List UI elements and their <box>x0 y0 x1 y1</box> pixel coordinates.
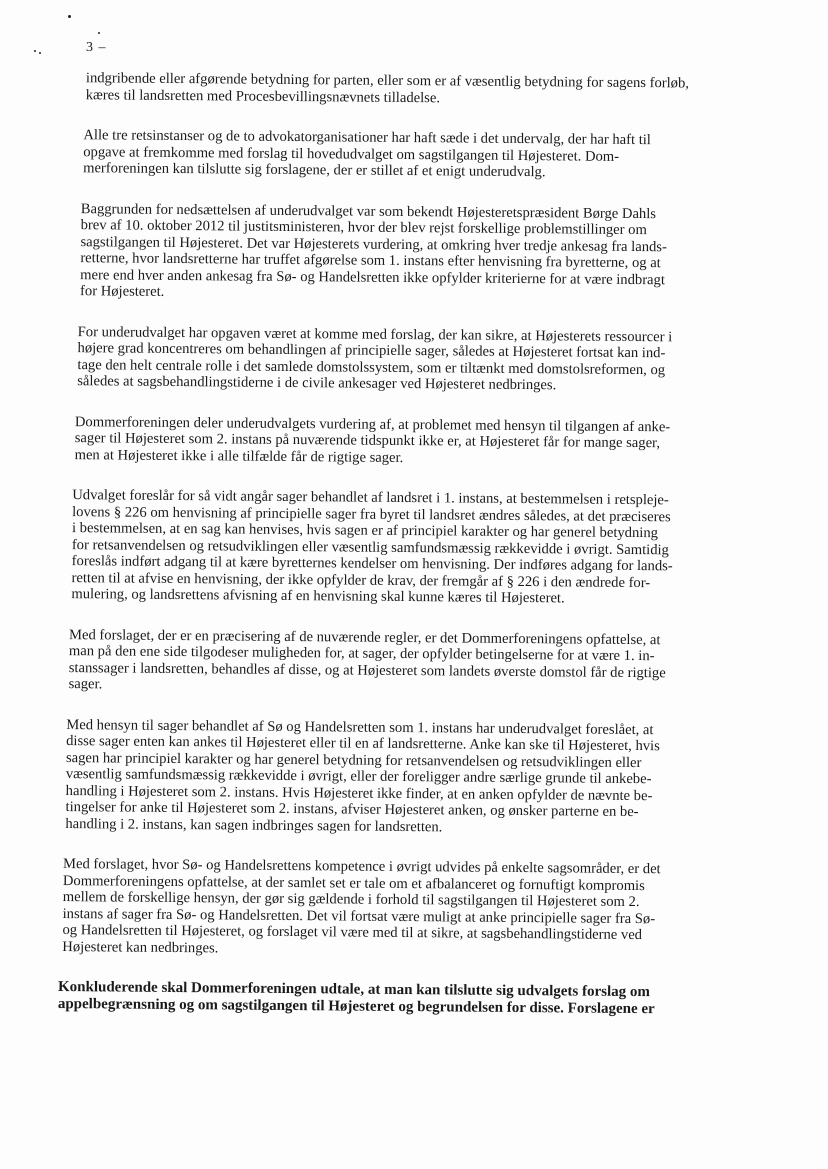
paragraph: For underudvalget har opgaven været at komme med forslag, der kan sikre, at Højesterets ressourcer i højere grad koncentreres om behandlingen af principielle sager, således at Højesteret fortsat kan ind- tage den helt centrale rolle i det samlede domstolssystem, som er tiltænkt med domstolsreformen, og således at sagsbehandlingstiderne i de civile ankesager ved Højesteret nedbringes. <box>77 323 673 394</box>
paragraph: indgribende eller afgørende betydning for parten, eller som er af væsentlig betydning for sagens forløb, kæres til landsretten med Procesbevillingsnævnets tilladelse. <box>85 70 690 106</box>
document-body <box>54 70 772 1019</box>
page-number: 3 – <box>86 40 107 55</box>
scan-speck <box>34 50 36 52</box>
paragraph: Med forslaget, hvor Sø- og Handelsrettens kompetence i øvrigt udvides på enkelte sagsområder, er det Dommerforeningens opfattelse, at der samlet set er tale om et afbalanceret og fornuftigt kompromis mellem de forskellige hensyn, der gør sig gældende i forhold til sagstilgangen til Højesteret som 2. instans af sager fra Sø- og Handelsretten. Det vil fortsat være muligt at anke principielle sager fra Sø- og Handelsretten til Højesteret, og forslaget vil være med til at sikre, at sagsbehandlingstiderne ved Højesteret kan nedbringes. <box>62 856 661 956</box>
paragraph: Alle tre retsinstanser og de to advokatorganisationer har haft sæde i det undervalg, der har haft til opgave at fremkomme med forslag til hovedudvalget om sagstilgangen til Højesteret. Dom- merforeningen kan tilslutte sig forslagene, der er stillet af et enigt underudvalg. <box>83 127 651 181</box>
paragraph: Med hensyn til sager behandlet af Sø og Handelsretten som 1. instans har underudvalget foreslået, at disse sager enten kan ankes til Højesteret eller til en af landsretterne. Anke kan ske til Højesteret, hvis sagen har principiel karakter og har generel betydning for retsanvendelsen og retsudviklingen eller væsentlig samfundsmæssig rækkevidde i øvrigt, eller der foreligger andre særlige grunde til ankebe- handling i Højesteret som 2. instans. Hvis Højesteret ikke finder, at en anken opfylder de nævnte be- tingelser for anke til Højesteret som 2. instans, afviser Højesteret anken, og ønsker parterne en be- handling i 2. instans, kan sagen indbringes sagen for landsretten. <box>65 716 660 835</box>
scan-speck <box>39 52 41 54</box>
scan-speck <box>68 15 71 18</box>
paragraph: Dommerforeningen deler underudvalgets vurdering af, at problemet med hensyn til tilgangen af anke- sager til Højesteret som 2. instans på nuværende tidspunkt ikke er, at Højesteret får for mange sager, men at Højesteret ikke i alle tilfælde får de rigtige sager. <box>74 413 671 466</box>
paragraph: Baggrunden for nedsættelsen af underudvalget var som bekendt Højesteretspræsident Børge Dahls brev af 10. oktober 2012 til justitsministeren, hvor der blev rejst forskellige problemstillinger om sagstilgangen til Højesteret. Det var Højesterets vurdering, at omkring hver tredje ankesag fra lands- retterne, hvor landsretterne har truffet afgørelse som 1. instans efter henvisning fra byretterne, og at mere end hver anden ankesag fra Sø- og Handelsretten ikke opfylder kriterierne for at være indbragt for Højesteret. <box>80 200 667 300</box>
scan-speck <box>98 32 100 34</box>
paragraph: Med forslaget, der er en præcisering af de nuværende regler, er det Dommerforeningens opfattelse, at man på den ene side tilgodeser muligheden for, at sager, der opfylder betingelserne for at være 1. in- stanssager i landsretten, behandles af disse, og at Højesteret som landets øverste domstol får de rigtige sager. <box>68 626 666 693</box>
conclusion-paragraph: Konkluderende skal Dommerforeningen udtale, at man kan tilslutte sig udvalgets forslag om appelbegrænsning og om sagstilgangen til Højesteret og begrundelsen for disse. Forslagene er <box>57 979 655 1018</box>
paragraph: Udvalget foreslår for så vidt angår sager behandlet af landsret i 1. instans, at bestemmelsen i retspleje- lovens § 226 om henvisning af principielle sager fra byret til landsret ændres således, at det præciseres i bestemmelsen, at en sag kan henvises, hvis sagen er af principiel karakter og har generel betydning for retsanvendelsen og retsudviklingen eller væsentlig samfundsmæssig rækkevidde i øvrigt. Samtidig foreslås indført adgang til at kære byretternes kendelser om henvisning. Der indføres adgang for lands- retten til at afvise en henvisning, der ikke opfylder de krav, der fremgår af § 226 i den ændrede for- mulering, og landsrettens afvisning af en henvisning skal kunne kæres til Højesteret. <box>71 487 673 607</box>
